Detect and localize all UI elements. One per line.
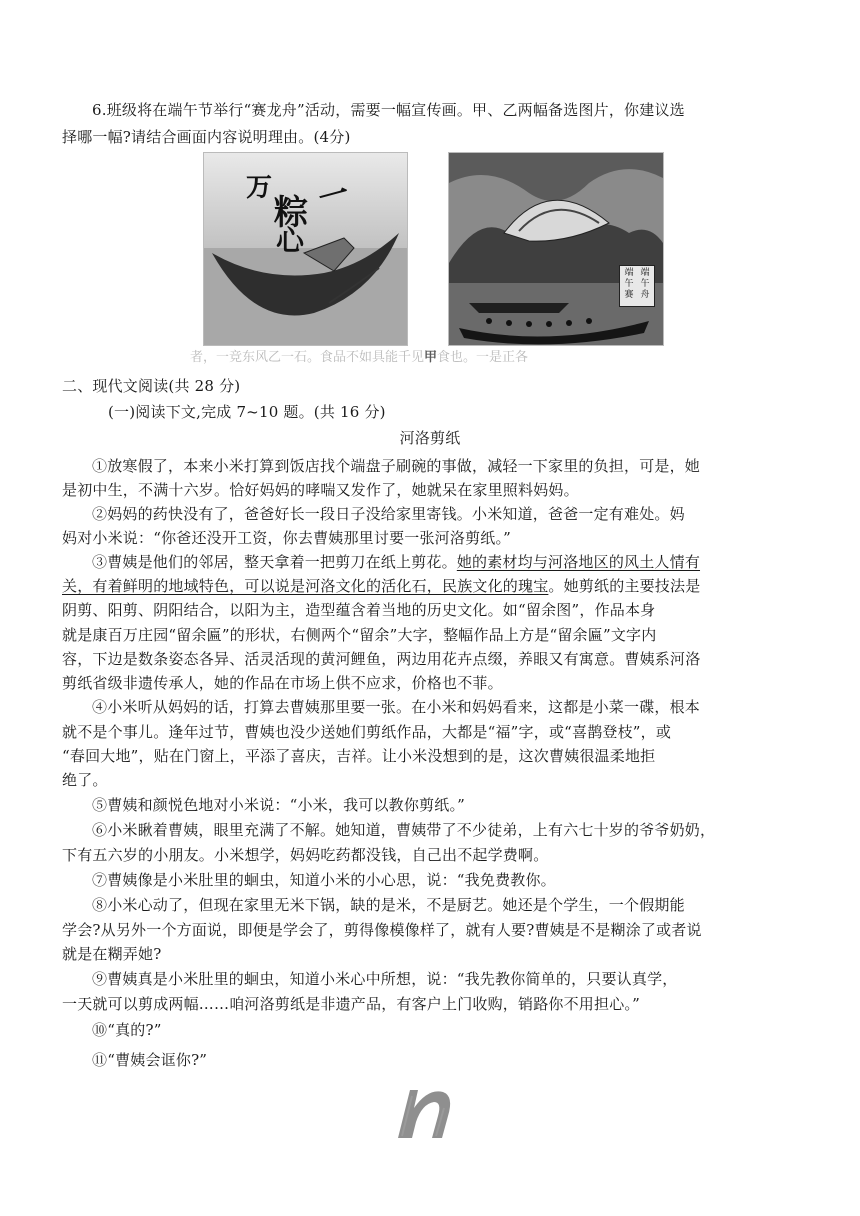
paragraph-8-line-3: 就是在糊弄她? [62, 945, 162, 963]
paragraph-5: ⑤曹姨和颜悦色地对小米说：“小米，我可以教你剪纸。” [92, 796, 466, 814]
section-heading: 二、现代文阅读(共 28 分) [62, 377, 241, 395]
paragraph-2-line-2: 妈对小米说：“你爸还没开工资，你去曹姨那里讨要一张河洛剪纸。” [62, 529, 512, 547]
paragraph-6-line-2: 下有五六岁的小朋友。小米想学，妈妈吃药都没钱，自己出不起学费啊。 [62, 846, 549, 864]
image-jia [203, 152, 408, 346]
question-6-line-1: 6.班级将在端午节举行“赛龙舟”活动，需要一幅宣传画。甲、乙两幅备选图片，你建议选 [92, 101, 685, 119]
paragraph-9-line-2: 一天就可以剪成两幅……咱河洛剪纸是非遗产品，有客户上门收购，销路你不用担心。” [62, 995, 640, 1013]
paragraph-1-line-1: ①放寒假了，本来小米打算到饭店找个端盘子刷碗的事做，减轻一下家里的负担，可是，她 [92, 457, 701, 475]
paragraph-4-line-1: ④小米听从妈妈的话，打算去曹姨那里要一张。在小米和妈妈看来，这都是小菜一碟，根本 [92, 698, 701, 716]
paragraph-3-line-1: ③曹姨是他们的邻居，整天拿着一把剪刀在纸上剪花。她的素材均与河洛地区的风土人情有 [92, 553, 701, 571]
image-caption-bleed: 者，一竞东风乙一石。食品不如具能千见甲食也。一是正各 [190, 350, 529, 364]
paragraph-10: ⑩“真的?” [92, 1021, 162, 1039]
paragraph-3-line-5: 容，下边是数条姿态各异、活灵活现的黄河鲤鱼，两边用花卉点缀，养眼又有寓意。曹姨系河洛 [62, 650, 701, 668]
paragraph-1-line-2: 是初中生，不满十六岁。恰好妈妈的哮喘又发作了，她就呆在家里照料妈妈。 [62, 481, 579, 499]
paragraph-3-line-3: 阴剪、阳剪、阴阳结合，以阳为主，造型蕴含着当地的历史文化。如“留余图”，作品本身 [62, 601, 656, 619]
paragraph-2-line-1: ②妈妈的药快没有了，爸爸好长一段日子没给家里寄钱。小米知道，爸爸一定有难处。妈 [92, 505, 685, 523]
calligraphy-text: 万 粽 一 心 [246, 173, 353, 257]
logo-n-icon [388, 1078, 468, 1148]
paragraph-7: ⑦曹姨像是小米肚里的蛔虫，知道小米的小心思，说：“我免费教你。 [92, 871, 556, 889]
paragraph-3-line-4: 就是康百万庄园“留余匾”的形状，右侧两个“留余”大字，整幅作品上方是“留余匾”文字内 [62, 626, 657, 644]
paragraph-4-line-4: 绝了。 [62, 771, 108, 789]
question-6-line-2: 择哪一幅?请结合画面内容说明理由。(4分) [62, 128, 351, 146]
underlined-sentence: 她的素材均与河洛地区的风土人情有 [456, 553, 701, 571]
paragraph-11: ⑪“曹姨会诓你?” [92, 1051, 208, 1069]
paragraph-4-line-3: “春回大地”，贴在门窗上，平添了喜庆，吉祥。让小米没想到的是，这次曹姨很温柔地拒 [62, 747, 656, 765]
paragraph-8-line-1: ⑧小米心动了，但现在家里无米下锅，缺的是米，不是厨艺。她还是个学生，一个假期能 [92, 896, 685, 914]
dragon-boat-banner: 端 午 赛 端 午 舟 [619, 265, 655, 307]
article-title: 河洛剪纸 [399, 429, 461, 447]
paragraph-3-line-6: 剪纸省级非遗传承人，她的作品在市场上供不应求，价格也不菲。 [62, 674, 503, 692]
paragraph-4-line-2: 就不是个事儿。逢年过节，曹姨也没少送她们剪纸作品，大都是“福”字，或“喜鹊登枝”，或 [62, 723, 672, 741]
image-yi [448, 152, 664, 346]
section-subheading: (一)阅读下文,完成 7~10 题。(共 16 分) [108, 403, 386, 421]
paragraph-3-line-2: 关，有着鲜明的地域特色，可以说是河洛文化的活化石，民族文化的瑰宝。她剪纸的主要技法是 [62, 577, 701, 595]
underlined-sentence-cont: 关，有着鲜明的地域特色，可以说是河洛文化的活化石，民族文化的瑰宝 [62, 577, 549, 595]
paragraph-8-line-2: 学会?从另外一个方面说，即便是学会了，剪得像模像样了，就有人要?曹姨是不是糊涂了或者说 [62, 921, 702, 939]
paragraph-9-line-1: ⑨曹姨真是小米肚里的蛔虫，知道小米心中所想，说：“我先教你简单的，只要认真学， [92, 970, 678, 988]
paragraph-6-line-1: ⑥小米瞅着曹姨，眼里充满了不解。她知道，曹姨带了不少徒弟，上有六七十岁的爷爷奶奶， [92, 821, 716, 839]
